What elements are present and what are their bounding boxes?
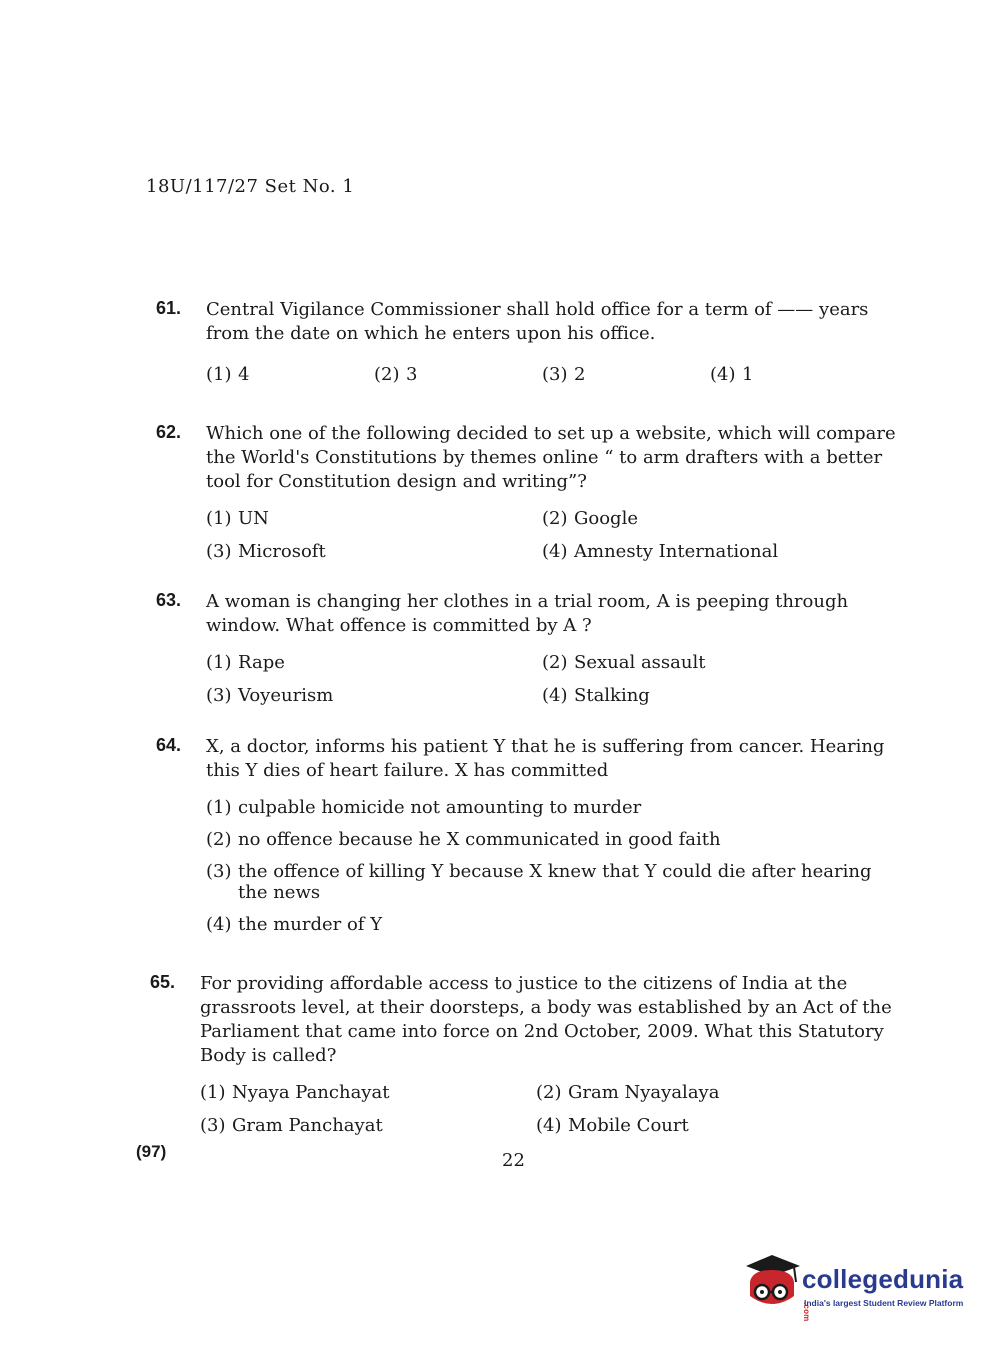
option-text: Gram Nyayalaya [568, 1082, 720, 1103]
option-text: Mobile Court [568, 1115, 689, 1136]
option-text: Amnesty International [574, 541, 779, 562]
option-text: Google [574, 508, 638, 529]
question-text: Central Vigilance Commissioner shall hold office for a term of —— years from the date on which he enters upon his office. [206, 299, 869, 344]
option-number: (4) [542, 541, 568, 562]
option [542, 541, 878, 562]
option [206, 364, 374, 385]
question-number: 63. [156, 590, 182, 610]
option-number: (3) [206, 541, 232, 562]
option-number: (1) [206, 797, 232, 818]
option-text: UN [238, 508, 269, 529]
option-text: Voyeurism [238, 685, 334, 706]
option [206, 508, 542, 529]
option [206, 797, 901, 818]
option [206, 541, 542, 562]
option [206, 861, 901, 903]
question-number: 64. [156, 735, 182, 755]
option-text: culpable homicide not amounting to murder [238, 797, 642, 818]
brand-name [802, 1264, 972, 1326]
option-number: (4) [536, 1115, 562, 1136]
option-text: Stalking [574, 685, 650, 706]
option-number: (1) [206, 508, 232, 529]
question-61 [156, 298, 901, 385]
option-number: (2) [542, 652, 568, 673]
question-text: For providing affordable access to justice to the citizens of India at the grassroots level, at their doorsteps, a body was established by an Act of the Parliament that came into force on 2nd October, 2009. What this Statutory Body is called? [200, 973, 892, 1066]
question-number: 65. [150, 972, 176, 992]
option [206, 829, 901, 850]
option [710, 364, 878, 385]
option-number: (1) [206, 652, 232, 673]
question-63 [156, 590, 901, 706]
option-text: Microsoft [238, 541, 326, 562]
option-text: Nyaya Panchayat [232, 1082, 390, 1103]
question-text: Which one of the following decided to set up a website, which will compare the World's Constitutions by themes online “ to arm drafters with a better tool for Constitution design and writing”? [206, 423, 896, 492]
option [200, 1082, 536, 1103]
option-text: Rape [238, 652, 285, 673]
option-text: Gram Panchayat [232, 1115, 383, 1136]
brand-tagline: India's largest Student Review Platform [804, 1298, 964, 1308]
set-code: 18U/117/27 Set No. 1 [146, 176, 355, 197]
option [200, 1115, 536, 1136]
option-number: (3) [542, 364, 568, 385]
option-number: (2) [206, 829, 232, 850]
option [542, 364, 710, 385]
option-number: (1) [206, 364, 232, 385]
question-65 [150, 972, 895, 1136]
option-number: (2) [374, 364, 400, 385]
option [206, 914, 901, 935]
question-number: 62. [156, 422, 182, 442]
option-text: 4 [238, 364, 250, 385]
option-text: the offence of killing Y because X knew that Y could die after hearing the news [238, 861, 872, 903]
question-64 [156, 735, 901, 935]
option-text: 3 [406, 364, 418, 385]
page-number: 22 [502, 1150, 525, 1171]
option [374, 364, 542, 385]
option [542, 652, 878, 673]
option [542, 508, 878, 529]
option-text: the murder of Y [238, 914, 383, 935]
option-number: (4) [542, 685, 568, 706]
option-number: (2) [542, 508, 568, 529]
question-number: 61. [156, 298, 182, 318]
brand-text: collegedunia [802, 1264, 964, 1294]
question-62 [156, 422, 901, 562]
option [536, 1082, 872, 1103]
option-text: 2 [574, 364, 586, 385]
option-number: (3) [206, 861, 232, 882]
question-text: X, a doctor, informs his patient Y that he is suffering from cancer. Hearing this Y dies of heart failure. X has committed [206, 736, 885, 781]
mascot-icon [742, 1252, 804, 1314]
option [536, 1115, 872, 1136]
option-number: (3) [200, 1115, 226, 1136]
option-text: no offence because he X communicated in good faith [238, 829, 721, 850]
option [206, 685, 542, 706]
option-number: (3) [206, 685, 232, 706]
option-text: 1 [742, 364, 754, 385]
option-text: Sexual assault [574, 652, 706, 673]
option-number: (2) [536, 1082, 562, 1103]
brand-tld: .com [802, 1302, 811, 1322]
option [206, 652, 542, 673]
question-text: A woman is changing her clothes in a trial room, A is peeping through window. What offence is committed by A ? [206, 591, 849, 636]
option-number: (4) [710, 364, 736, 385]
collegedunia-logo [742, 1252, 972, 1322]
footer-code: (97) [136, 1142, 167, 1161]
option-number: (1) [200, 1082, 226, 1103]
option-number: (4) [206, 914, 232, 935]
option [542, 685, 878, 706]
